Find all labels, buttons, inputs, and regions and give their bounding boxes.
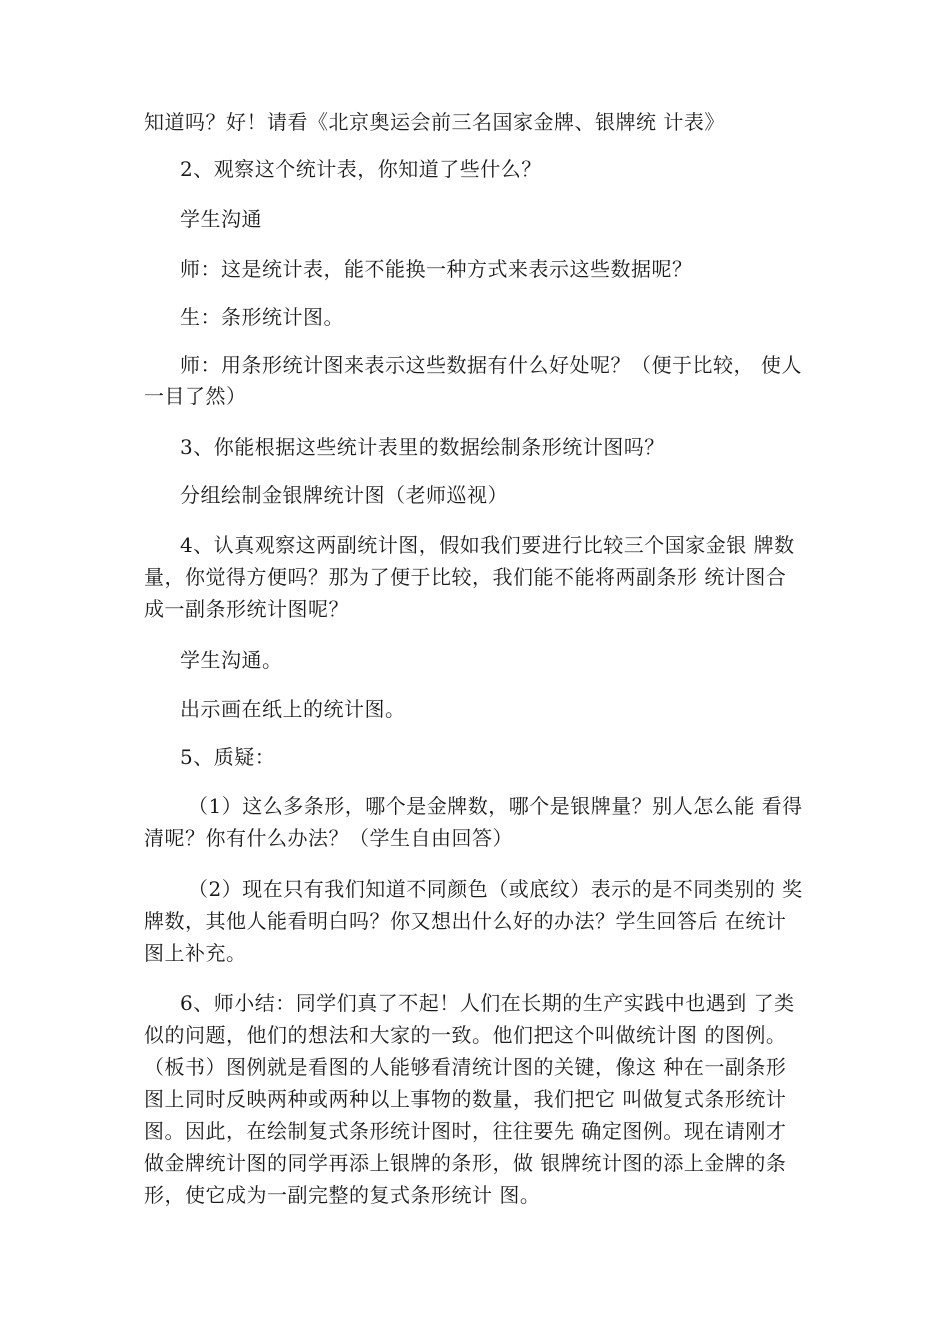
paragraph-line: 师：这是统计表，能不能换一种方式来表示这些数据呢？ [180,257,693,281]
paragraph-line: （1）这么多条形，哪个是金牌数，哪个是银牌量？别人怎么能 看得 [188,794,803,818]
paragraph-line: 生：条形统计图。 [180,305,344,329]
paragraph-line: 3、你能根据这些统计表里的数据绘制条形统计图吗？ [180,435,665,459]
paragraph-line: 6、师小结：同学们真了不起！人们在长期的生产实践中也遇到 了类 [180,991,795,1015]
paragraph-line: 2、观察这个统计表，你知道了些什么？ [180,157,542,181]
paragraph-line: 图上同时反映两种或两种以上事物的数量，我们把它 叫做复式条形统计 [144,1087,787,1111]
paragraph-line: 形，使它成为一副完整的复式条形统计 图。 [144,1183,541,1207]
paragraph-line: 做金牌统计图的同学再添上银牌的条形，做 银牌统计图的添上金牌的条 [144,1151,787,1175]
paragraph-line: （板书）图例就是看图的人能够看清统计图的关键，像这 种在一副条形 [144,1055,787,1079]
paragraph-line: 图上补充。 [144,941,247,965]
paragraph-line: 似的问题，他们的想法和大家的一致。他们把这个叫做统计图 的图例。 [144,1023,787,1047]
paragraph-line: 师：用条形统计图来表示这些数据有什么好处呢？（便于比较， 使人 [180,353,802,377]
paragraph-line: 出示画在纸上的统计图。 [180,697,406,721]
paragraph-line: 清呢？你有什么办法？（学生自由回答） [144,826,513,850]
paragraph-line: 一目了然） [144,384,247,408]
paragraph-line: （2）现在只有我们知道不同颜色（或底纹）表示的是不同类别的 奖 [188,877,803,901]
paragraph-line: 量，你觉得方便吗？那为了便于比较，我们能不能将两副条形 统计图合 [144,565,787,589]
paragraph-line: 分组绘制金银牌统计图（老师巡视） [180,483,508,507]
paragraph-line: 成一副条形统计图呢？ [144,597,349,621]
paragraph-line: 4、认真观察这两副统计图，假如我们要进行比较三个国家金银 牌数 [180,533,795,557]
paragraph-line: 学生沟通。 [180,648,283,672]
paragraph-line: 图。因此，在绘制复式条形统计图时，往往要先 确定图例。现在请刚才 [144,1119,787,1143]
paragraph-line: 知道吗？好！请看《北京奥运会前三名国家金牌、银牌统 计表》 [144,110,725,134]
paragraph-line: 5、质疑： [180,745,276,769]
paragraph-line: 牌数，其他人能看明白吗？你又想出什么好的办法？学生回答后 在统计 [144,909,787,933]
paragraph-line: 学生沟通 [180,207,262,231]
